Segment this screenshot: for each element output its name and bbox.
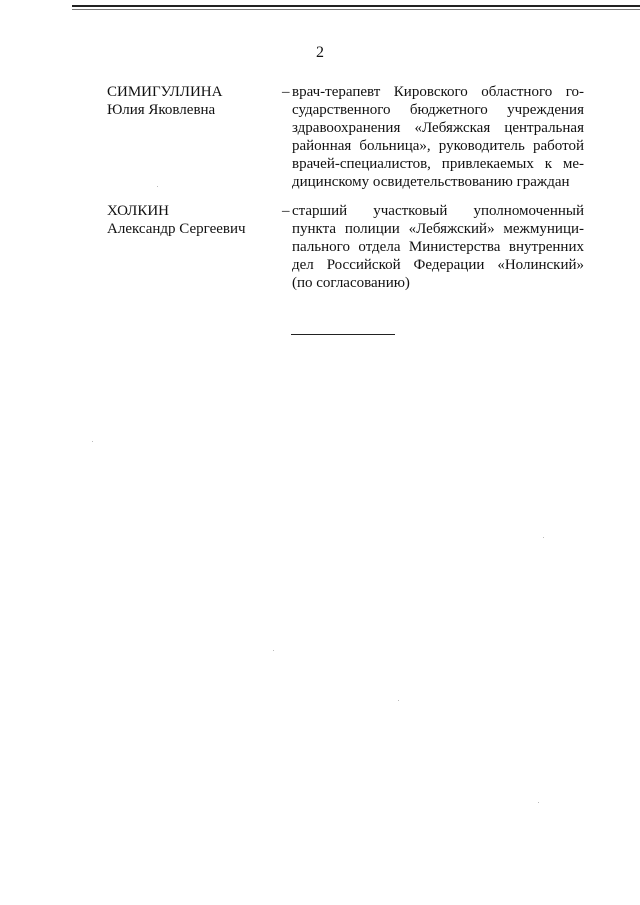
member-given-names: Александр Сергеевич (107, 221, 246, 237)
scan-speck (157, 186, 158, 187)
role-line: дел Российской Федерации «Нолинский» (292, 257, 584, 273)
scan-speck (273, 650, 274, 651)
member-role-description (292, 202, 584, 292)
member-given-names: Юлия Яковлевна (107, 102, 216, 118)
role-line: старший участковый уполномоченный (292, 203, 584, 219)
closing-divider (291, 334, 395, 335)
role-line: врач-терапевт Кировского областного го- (292, 84, 584, 100)
scan-speck (398, 700, 399, 701)
role-line: дицинскому освидетельствованию граждан (292, 174, 570, 190)
role-line: пального отдела Министерства внутренних (292, 239, 584, 255)
role-line: сударственного бюджетного учреждения (292, 102, 584, 118)
entry-dash: – (282, 84, 290, 100)
role-line: пункта полиции «Лебяжский» межмуници- (292, 221, 584, 237)
scan-top-edge (72, 5, 640, 7)
member-name-block (107, 202, 277, 238)
scan-speck (543, 537, 544, 538)
role-line: врачей-специалистов, привлекаемых к ме- (292, 156, 584, 172)
scan-speck (538, 802, 539, 803)
role-line: здравоохранения «Лебяжская центральная (292, 120, 584, 136)
role-line: районная больница», руководитель работой (292, 138, 584, 154)
member-surname: СИМИГУЛЛИНА (107, 84, 223, 100)
member-role-description (292, 83, 584, 191)
scan-speck (92, 441, 93, 442)
member-name-block (107, 83, 277, 119)
scan-top-edge-shadow (72, 9, 640, 10)
entry-dash: – (282, 203, 290, 219)
role-line: (по согласованию) (292, 275, 410, 291)
member-surname: ХОЛКИН (107, 203, 169, 219)
page-number: 2 (316, 44, 324, 61)
